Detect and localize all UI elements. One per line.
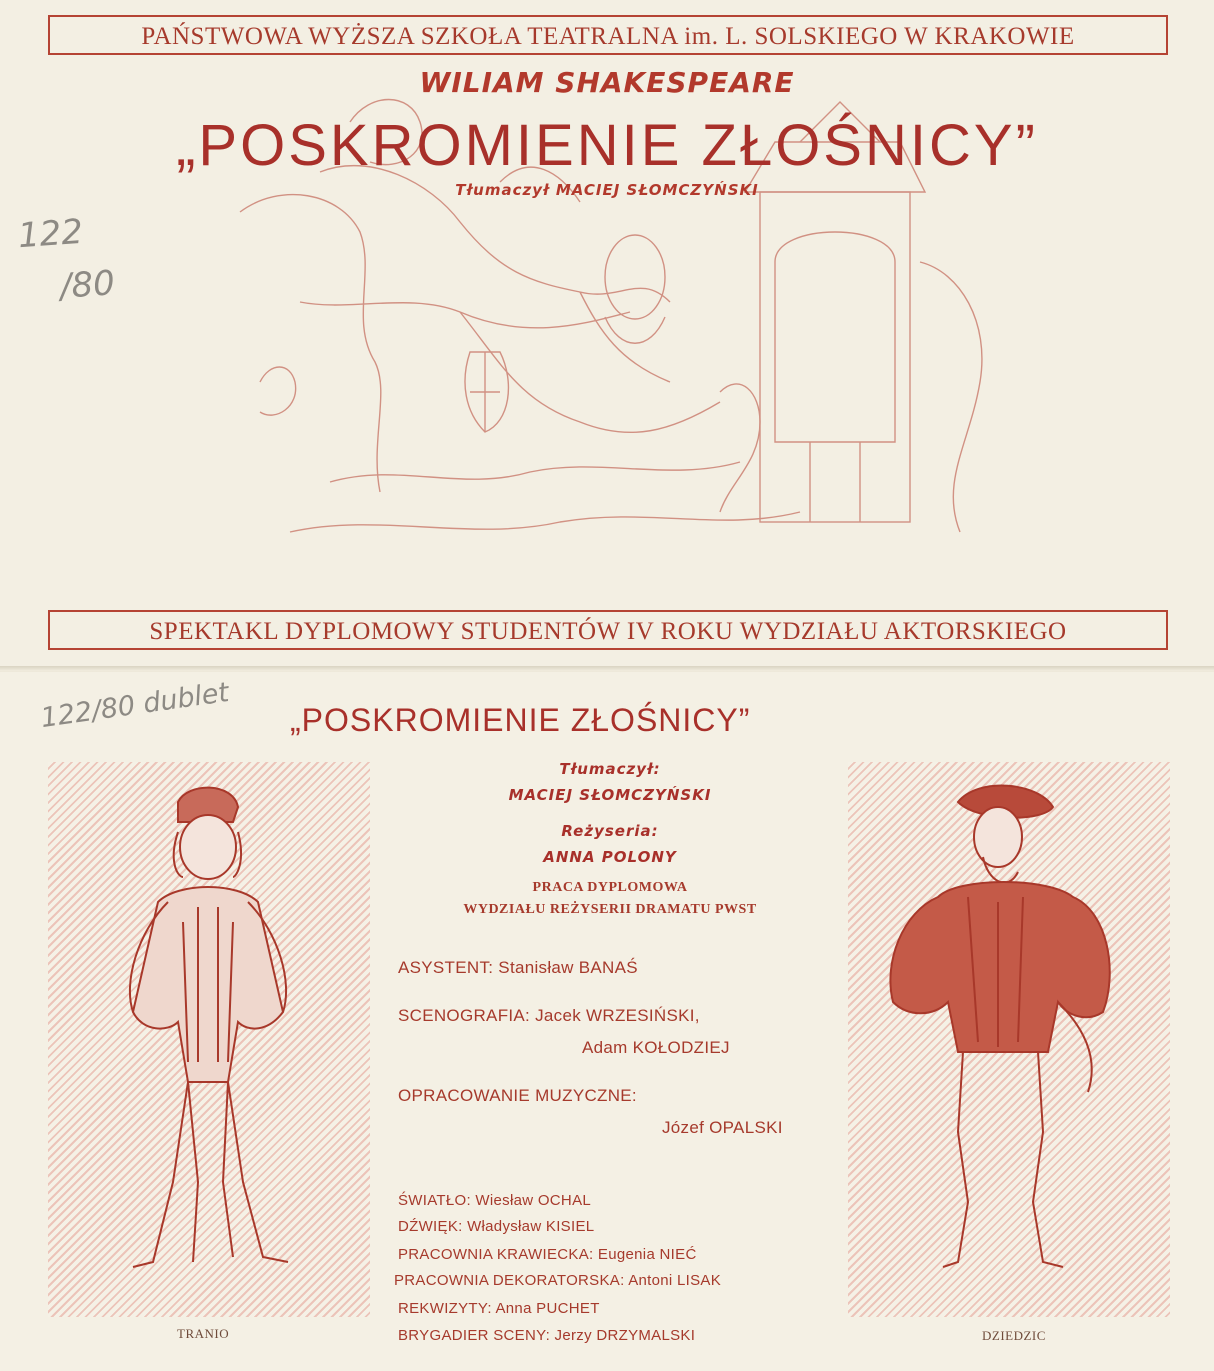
tranio-portrait: [48, 762, 370, 1317]
dziedzic-portrait: [848, 762, 1170, 1317]
thesis-line-2: WYDZIAŁU REŻYSERII DRAMATU PWST: [463, 902, 757, 917]
scenography-credit: SCENOGRAFIA: Jacek WRZESIŃSKI,: [398, 1006, 700, 1025]
assistant-credit: ASYSTENT: Stanisław BANAŚ: [398, 958, 638, 977]
translated-label: Tłumaczył:: [559, 760, 661, 778]
tranio-caption: TRANIO: [177, 1326, 230, 1341]
diploma-banner: SPEKTAKL DYPLOMOWY STUDENTÓW IV ROKU WYDZIAŁU AKTORSKIEGO: [48, 610, 1168, 650]
author-name: WILIAM SHAKESPEARE: [419, 66, 795, 99]
translator-name: MACIEJ SŁOMCZYŃSKI: [508, 786, 712, 804]
handwritten-catalog-note: 122/80 dublet: [38, 676, 231, 735]
dziedzic-figure: [848, 762, 1170, 1317]
direction-label: Reżyseria:: [561, 822, 659, 840]
translator-line: Tłumaczył MACIEJ SŁOMCZYŃSKI: [455, 181, 759, 199]
cover-sheet: [0, 0, 1214, 668]
director-name: ANNA POLONY: [543, 848, 677, 866]
school-banner: PAŃSTWOWA WYŻSZA SZKOŁA TEATRALNA im. L. SOLSKIEGO W KRAKOWIE: [48, 15, 1168, 55]
play-title: „POSKROMIENIE ZŁOŚNICY”: [176, 113, 1038, 178]
tailor-credit: PRACOWNIA KRAWIECKA: Eugenia NIEĆ: [398, 1246, 697, 1263]
thesis-line-1: PRACA DYPLOMOWA: [532, 880, 688, 895]
sound-credit: DŹWIĘK: Władysław KISIEL: [398, 1218, 595, 1235]
handwritten-number: 122: [16, 211, 85, 257]
music-label: OPRACOWANIE MUZYCZNE:: [398, 1086, 637, 1105]
tranio-figure: [48, 762, 370, 1317]
light-credit: ŚWIATŁO: Wiesław OCHAL: [398, 1192, 592, 1209]
music-credit: Józef OPALSKI: [662, 1118, 783, 1137]
stage-credit: BRYGADIER SCENY: Jerzy DRZYMALSKI: [398, 1327, 696, 1344]
handwritten-number-denominator: /80: [58, 263, 117, 307]
dziedzic-caption: DZIEDZIC: [982, 1328, 1046, 1343]
program-title: „POSKROMIENIE ZŁOŚNICY”: [290, 702, 751, 738]
props-credit: REKWIZYTY: Anna PUCHET: [398, 1300, 600, 1317]
decor-credit: PRACOWNIA DEKORATORSKA: Antoni LISAK: [394, 1272, 722, 1289]
scenography-credit-2: Adam KOŁODZIEJ: [582, 1038, 730, 1057]
